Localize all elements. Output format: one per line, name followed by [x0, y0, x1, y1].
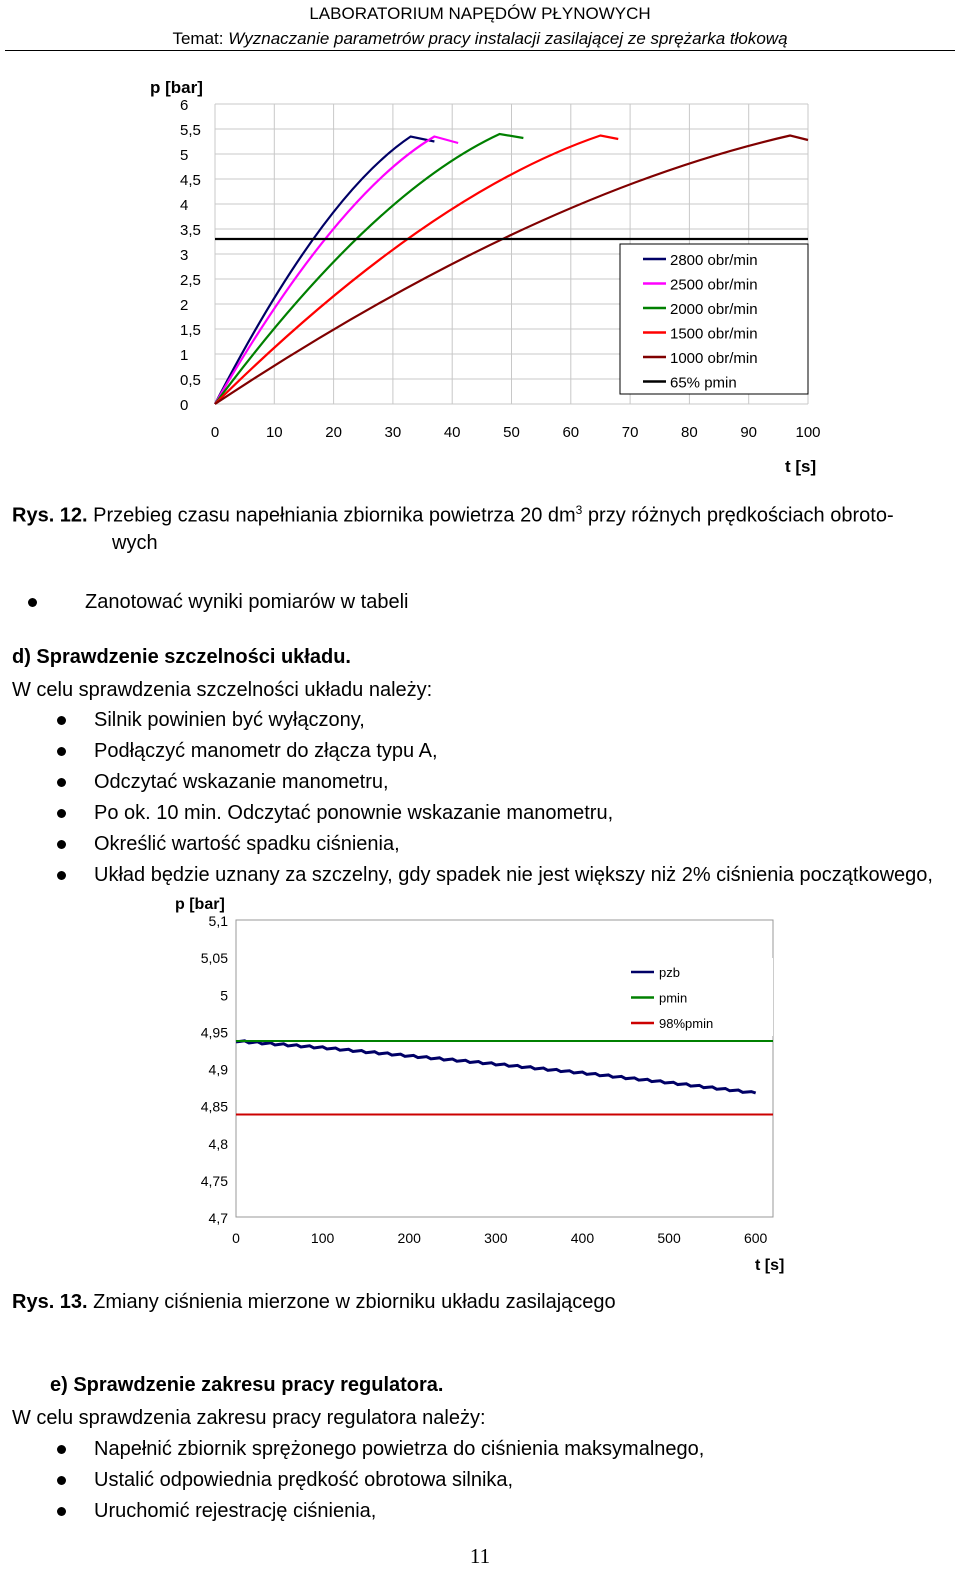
chart2-legend-label: 98%pmin: [659, 1016, 714, 1031]
chart1-legend-label: 2800 obr/min: [670, 252, 758, 269]
bullet-dot: [57, 1507, 66, 1516]
chart1-ylabel: p [bar]: [150, 78, 203, 97]
fig13-caption: [12, 1291, 616, 1314]
fig12-caption-text-a: Przebieg czasu napełniania zbiornika powietrza 20 dm: [87, 504, 576, 527]
list-item: Napełnić zbiornik sprężonego powietrza do ciśnienia maksymalnego,: [94, 1438, 705, 1460]
chart1-xtick-label: 20: [325, 424, 342, 441]
list-item: Ustalić odpowiednia prędkość obrotowa silnika,: [94, 1469, 514, 1491]
chart1-ytick-label: 2,5: [180, 272, 201, 289]
header-lab-title: LABORATORIUM NAPĘDÓW PŁYNOWYCH: [309, 4, 651, 23]
fig12-caption-label: Rys. 12.: [12, 504, 88, 527]
chart1-legend-label: 65% pmin: [670, 374, 737, 392]
chart2-xlabel: t [s]: [755, 1257, 785, 1274]
chart2-ytick-label: 4,75: [200, 1172, 228, 1189]
chart1-legend-label: 2000 obr/min: [670, 301, 758, 318]
chart1-xtick-label: 30: [384, 424, 402, 441]
chart1-ytick-label: 5: [180, 147, 189, 164]
list-item: Układ będzie uznany za szczelny, gdy spadek nie jest większy niż 2% ciśnienia początkowego,: [94, 864, 933, 886]
chart2-xtick-label: 0: [232, 1230, 240, 1246]
chart2-ytick-label: 5,05: [200, 950, 228, 967]
chart1-ytick-label: 2: [180, 297, 189, 314]
list-item: Silnik powinien być wyłączony,: [94, 709, 365, 731]
chart1-xtick-label: 0: [210, 424, 220, 441]
header-topic-title: Wyznaczanie parametrów pracy instalacji zasilającej ze sprężarka tłokową: [228, 29, 788, 48]
note-record-results: Zanotować wyniki pomiarów w tabeli: [85, 591, 409, 613]
chart1-xtick-label: 40: [443, 424, 461, 441]
fig13-caption-text: Zmiany ciśnienia mierzone w zbiorniku układu zasilającego: [87, 1291, 616, 1313]
chart2-ytick-label: 4,95: [200, 1024, 228, 1041]
chart2-xtick-label: 500: [657, 1230, 681, 1246]
chart1-legend-label: 1500 obr/min: [670, 325, 758, 343]
bullet-dot: [57, 1476, 66, 1485]
chart1-xtick-label: 10: [265, 424, 283, 441]
chart1-ytick-label: 0,5: [180, 372, 201, 389]
chart1-xtick-label: 50: [503, 424, 520, 441]
chart2-ytick-label: 4,7: [208, 1210, 228, 1226]
chart2-xtick-label: 100: [310, 1230, 335, 1246]
list-item: Po ok. 10 min. Odczytać ponownie wskazanie manometru,: [94, 802, 614, 824]
page-number: 11: [469, 1544, 491, 1568]
chart2-ylabel: p [bar]: [175, 896, 225, 913]
list-item: Określić wartość spadku ciśnienia,: [94, 833, 400, 855]
list-item: Uruchomić rejestrację ciśnienia,: [94, 1500, 377, 1522]
chart1-xtick-label: 80: [681, 424, 698, 441]
bullet-dot: [57, 1445, 66, 1454]
header-topic-prefix: Temat:: [172, 29, 229, 48]
chart1-ytick-label: 3,5: [180, 222, 201, 239]
chart1-xtick-label: 90: [740, 424, 758, 441]
fig12-caption-sup: 3: [575, 503, 583, 517]
chart2-xtick-label: 200: [397, 1230, 421, 1246]
chart1-ytick-label: 6: [180, 97, 189, 114]
list-item: Podłączyć manometr do złącza typu A,: [94, 740, 438, 762]
chart1-ytick-label: 3: [180, 247, 189, 264]
chart1-ytick-label: 5,5: [180, 122, 201, 139]
fig12-caption-text-b: przy różnych prędkościach obroto-: [582, 504, 894, 527]
chart1-xtick-label: 100: [795, 424, 821, 441]
section-e-intro: W celu sprawdzenia zakresu pracy regulatora należy:: [12, 1407, 486, 1429]
chart2-ytick-label: 4,9: [208, 1061, 228, 1078]
chart1-xlabel: t [s]: [785, 457, 817, 476]
chart2-ytick-label: 4,8: [208, 1135, 228, 1152]
chart1-ytick-label: 4,5: [180, 172, 201, 189]
chart2-ytick-label: 4,85: [200, 1098, 228, 1115]
chart2-ytick-label: 5: [220, 987, 228, 1004]
chart2-series-line: [236, 1041, 756, 1093]
chart1-xtick-label: 70: [621, 424, 639, 441]
chart2-xtick-label: 300: [484, 1230, 508, 1246]
chart1-xtick-label: 60: [562, 424, 580, 441]
chart1-ytick-label: 4: [180, 197, 189, 214]
chart1-ytick-label: 1,5: [180, 322, 201, 339]
list-item: Odczytać wskazanie manometru,: [94, 771, 389, 793]
fig13-caption-label: Rys. 13.: [12, 1291, 88, 1313]
chart1-ytick-label: 1: [180, 347, 189, 364]
section-e-heading: e) Sprawdzenie zakresu pracy regulatora.: [50, 1374, 444, 1396]
chart2-xtick-label: 400: [570, 1230, 595, 1246]
chart1-legend-label: 2500 obr/min: [670, 276, 758, 294]
chart2-xtick-label: 600: [743, 1230, 768, 1246]
fig12-caption-line2: wych: [112, 532, 158, 554]
chart2-ytick-label: 5,1: [208, 913, 228, 929]
chart1-legend-label: 1000 obr/min: [670, 350, 758, 367]
section-d-intro: W celu sprawdzenia szczelności układu należy:: [12, 679, 433, 701]
chart2-legend-label: pzb: [659, 965, 680, 980]
chart2-legend-label: pmin: [659, 990, 688, 1006]
section-d-heading: d) Sprawdzenie szczelności układu.: [12, 646, 351, 668]
chart1-ytick-label: 0: [180, 397, 189, 414]
